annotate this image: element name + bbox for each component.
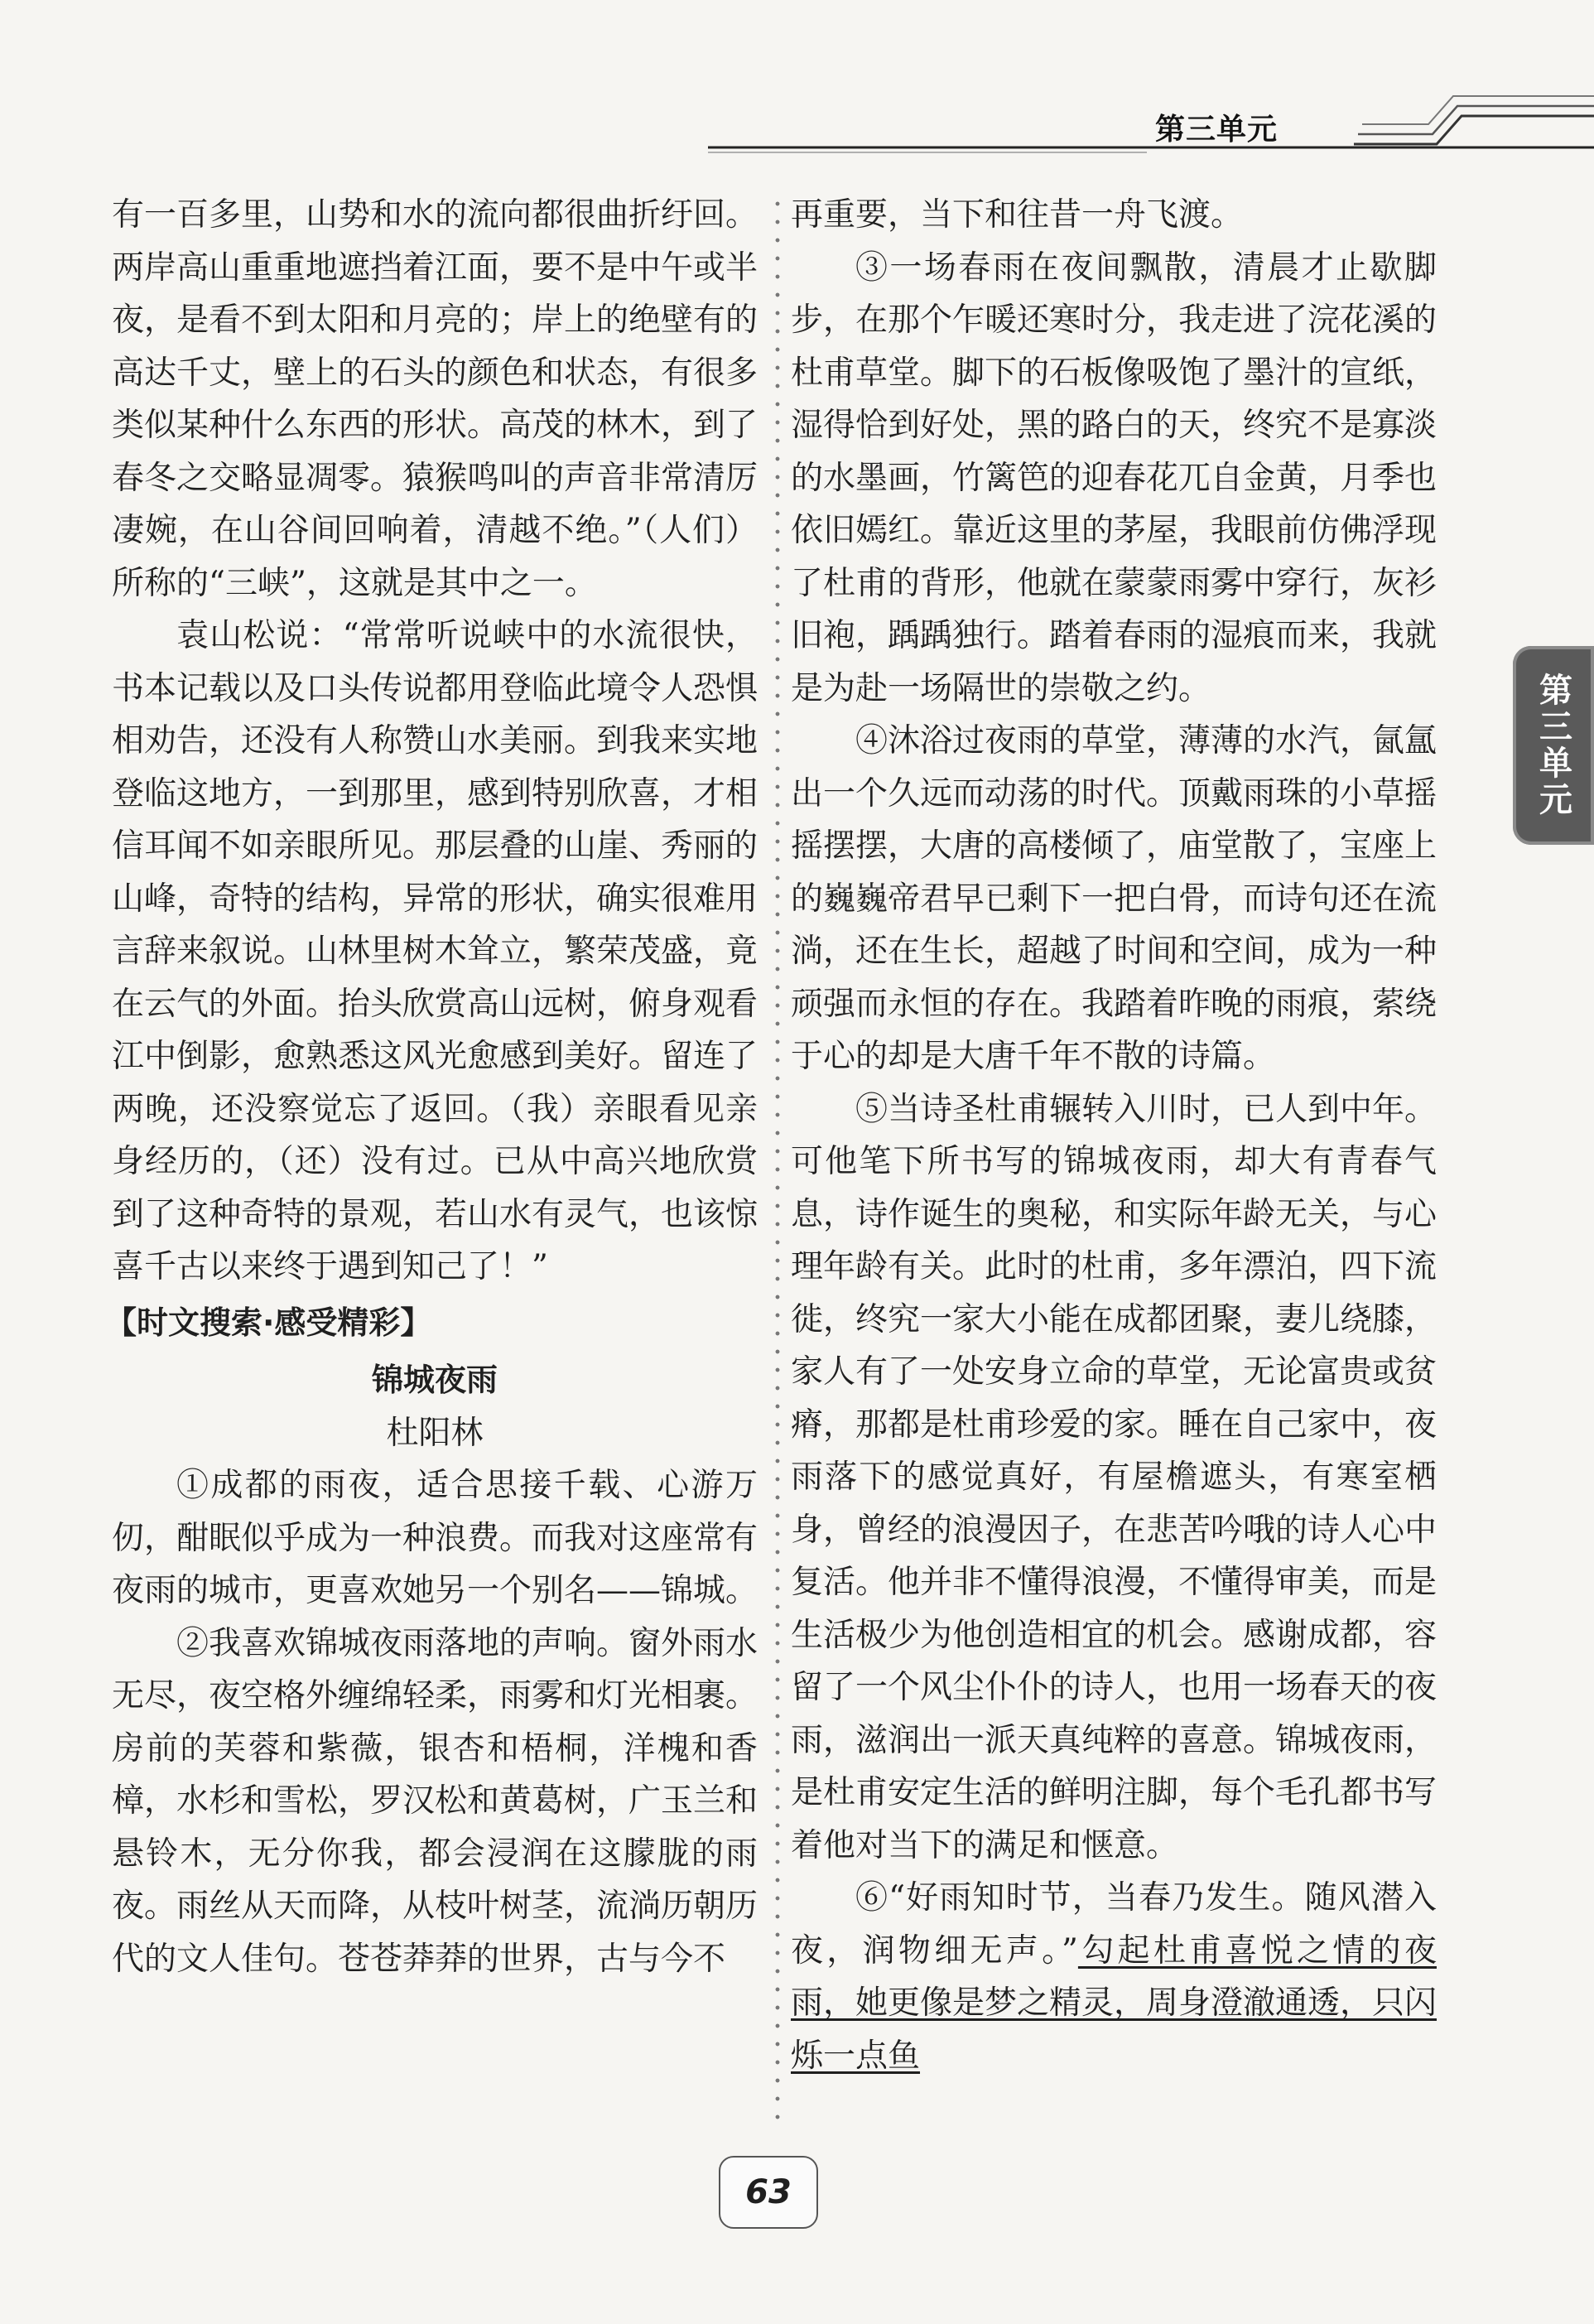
paragraph: ②我喜欢锦城夜雨落地的声响。窗外雨水无尽，夜空格外缠绵轻柔，雨雾和灯光相裹。房前的芙蓉和紫薇，银杏和梧桐，洋槐和香樟，水杉和雪松，罗汉松和黄葛树，广玉兰和悬铃木，无分你我，都会浸润在这朦胧的雨夜。雨丝从天而降，从枝叶树茎，流淌历朝历代的文人佳句。苍苍莽莽的世界，古与今不 — [112, 1624, 758, 1978]
unit-title: 第三单元 — [1155, 113, 1279, 147]
paragraph-start: ⑥“好雨知时节，当春乃发生。随风潜入夜，润物细无声。” — [791, 1879, 1437, 1970]
paragraph: ④沐浴过夜雨的草堂，薄薄的水汽，氤氲出一个久远而动荡的时代。顶戴雨珠的小草摇摇摆摆，大唐的高楼倾了，庙堂散了，宝座上的巍巍帝君早已剩下一把白骨，而诗句还在流淌，还在生长，超越了时间和空间，成为一种顽强而永恒的存在。我踏着昨晚的雨痕，萦绕于心的却是大唐千年不散的诗篇。 — [791, 722, 1437, 1075]
page-header — [708, 83, 1594, 157]
paragraph: 袁山松说：“常常听说峡中的水流很快，书本记载以及口头传说都用登临此境令人恐惧相劝告，还没有人称赞山水美丽。到我来实地登临这地方，一到那里，感到特别欣喜，才相信耳闻不如亲眼所见。那层叠的山崖、秀丽的山峰，奇特的结构，异常的形状，确实很难用言辞来叙说。山林里树木耸立，繁荣茂盛，竟在云气的外面。抬头欣赏高山远树，俯身观看江中倒影，愈熟悉这风光愈感到美好。留连了两晚，还没察觉忘了返回。（我）亲眼看见亲身经历的，（还）没有过。已从中高兴地欣赏到了这种奇特的景观，若山水有灵气，也该惊喜千古以来终于遇到知己了！” — [112, 617, 758, 1285]
column-divider — [772, 195, 783, 2133]
paragraph: 再重要，当下和往昔一舟飞渡。 — [791, 196, 1244, 234]
paragraph: ①成都的雨夜，适合思接千载、心游万仞，酣眠似乎成为一种浪费。而我对这座常有夜雨的城市，更喜欢她另一个别名——锦城。 — [112, 1467, 758, 1609]
unit-side-tab — [1513, 646, 1594, 845]
side-tab-label: 第三单元 — [1534, 673, 1572, 818]
paragraph: ⑤当诗圣杜甫辗转入川时，已人到中年。可他笔下所书写的锦城夜雨，却大有青春气息，诗作诞生的奥秘，和实际年龄无关，与心理年龄有关。此时的杜甫，多年漂泊，四下流徙，终究一家大小能在成都团聚，妻儿绕膝，家人有了一处安身立命的草堂，无论富贵或贫瘠，那都是杜甫珍爱的家。睡在自己家中，夜雨落下的感觉真好，有屋檐遮头，有寒室栖身，曾经的浪漫因子，在悲苦吟哦的诗人心中复活。他并非不懂得浪漫，不懂得审美，而是生活极少为他创造相宜的机会。感谢成都，容留了一个风尘仆仆的诗人，也用一场春天的夜雨，滋润出一派天真纯粹的喜意。锦城夜雨，是杜甫安定生活的鲜明注脚，每个毛孔都书写着他对当下的满足和惬意。 — [791, 1090, 1437, 1864]
article-title: 锦城夜雨 — [371, 1362, 498, 1398]
underlined-sentence: 勾起杜甫喜悦之情的夜雨，她更像是梦之精灵，周身澄澈通透，只闪烁一点鱼 — [791, 1931, 1437, 2075]
paragraph — [791, 1872, 1437, 2082]
paragraph: 有一百多里，山势和水的流向都很曲折纡回。两岸高山重重地遮挡着江面，要不是中午或半夜，是看不到太阳和月亮的；岸上的绝壁有的高达千丈，壁上的石头的颜色和状态，有很多类似某种什么东西的形状。高茂的林木，到了春冬之交略显凋零。猿猴鸣叫的声音非常清厉凄婉，在山谷间回响着，清越不绝。”（人们）所称的“三峡”，这就是其中之一。 — [112, 196, 758, 602]
left-column — [105, 189, 758, 1985]
paragraph: ③一场春雨在夜间飘散，清晨才止歇脚步，在那个乍暖还寒时分，我走进了浣花溪的杜甫草堂。脚下的石板像吸饱了墨汁的宣纸，湿得恰到好处，黑的路白的天，终究不是寡淡的水墨画，竹篱笆的迎春花兀自金黄，月季也依旧嫣红。靠近这里的茅屋，我眼前仿佛浮现了杜甫的背形，他就在蒙蒙雨雾中穿行，灰衫旧袍，踽踽独行。踏着春雨的湿痕而来，我就是为赴一场隔世的崇敬之约。 — [791, 248, 1437, 707]
page-number: 63 — [719, 2156, 818, 2229]
section-label: 【时文搜索·感受精彩】 — [105, 1304, 432, 1341]
header-lines-decoration — [708, 83, 1594, 157]
article-author: 杜阳林 — [386, 1414, 484, 1452]
right-column — [791, 189, 1437, 2082]
